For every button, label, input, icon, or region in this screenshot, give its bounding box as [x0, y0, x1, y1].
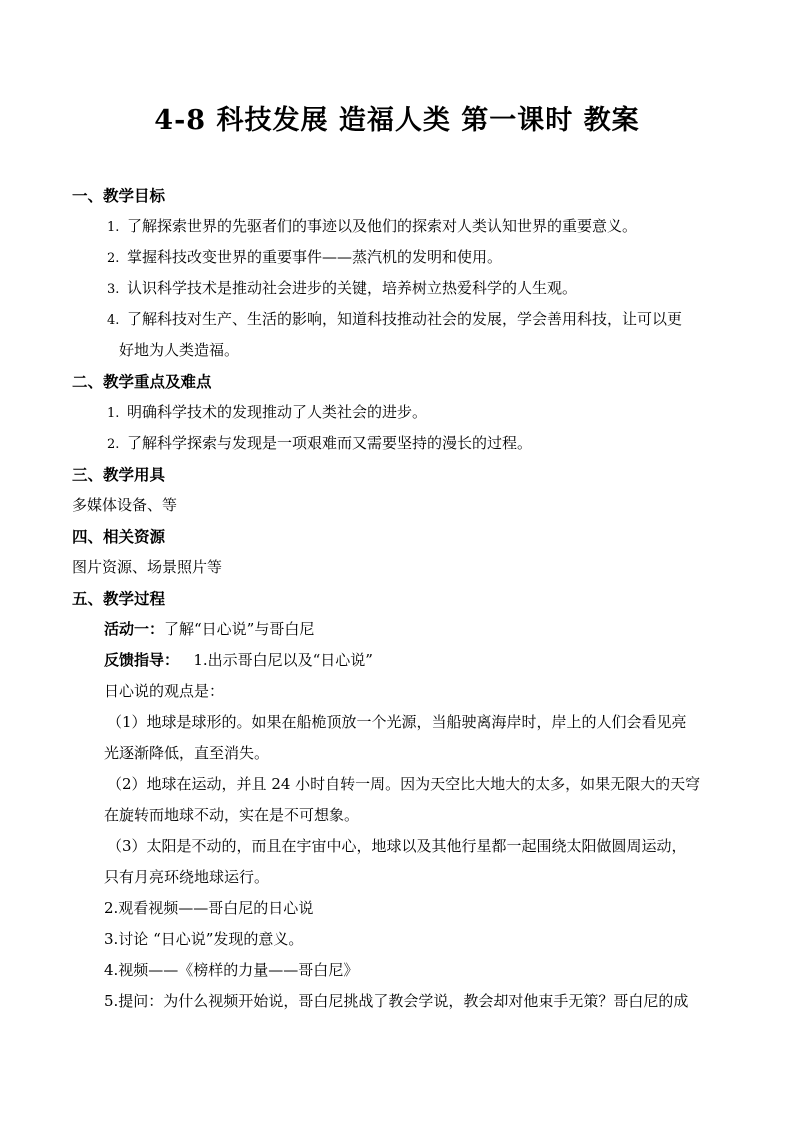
viewpoint-continuation: 光逐渐降低，直至消失。 [104, 744, 270, 762]
list-item-number: 3. [107, 282, 120, 297]
feedback-line [72, 645, 724, 676]
list-item [72, 273, 724, 304]
document-title: 4-8 科技发展 造福人类 第一课时 教案 [154, 105, 640, 136]
viewpoint-line: （1）地球是球形的。如果在船桅顶放一个光源，当船驶离海岸时，岸上的人们会看见亮 [107, 713, 687, 731]
list-item-number: 2. [107, 251, 120, 266]
list-item-text: 认识科学技术是推动社会进步的关键，培养树立热爱科学的人生观。 [127, 279, 578, 297]
list-item-number: 1. [107, 406, 120, 421]
section-heading-teaching-tools: 三、教学用具 [72, 465, 166, 484]
list-item-number: 1. [107, 220, 120, 235]
section-heading-objectives: 一、教学目标 [72, 186, 166, 205]
process-step: 5.提问：为什么视频开始说，哥白尼挑战了教会学说，教会却对他束手无策？哥白尼的成 [104, 992, 689, 1010]
document-body [72, 180, 724, 1017]
list-item-text: 了解科技对生产、生活的影响，知道科技推动社会的发展，学会善用科技，让可以更 [127, 310, 683, 328]
list-item-text: 掌握科技改变世界的重要事件——蒸汽机的发明和使用。 [127, 248, 503, 266]
viewpoint-continuation: 在旋转而地球不动，实在是不可想象。 [104, 806, 360, 824]
section-heading-process: 五、教学过程 [72, 589, 166, 608]
list-item-number: 4. [107, 313, 120, 328]
list-item [72, 304, 724, 335]
viewpoint-continuation: 只有月亮环绕地球运行。 [104, 868, 270, 886]
process-step: 4.视频——《榜样的力量——哥白尼》 [104, 961, 359, 979]
feedback-label: 反馈指导： [104, 651, 180, 669]
list-item-number: 2. [107, 437, 120, 452]
list-item [72, 211, 724, 242]
teaching-tools-text: 多媒体设备、等 [72, 496, 178, 514]
list-item-continuation: 好地为人类造福。 [119, 341, 240, 359]
list-item [72, 428, 724, 459]
process-step: 3.讨论 “日心说”发现的意义。 [104, 930, 304, 948]
process-step: 2.观看视频——哥白尼的日心说 [104, 899, 314, 917]
activity-text: 了解“日心说”与哥白尼 [164, 620, 315, 638]
list-item [72, 397, 724, 428]
list-item-text: 了解科学探索与发现是一项艰难而又需要坚持的漫长的过程。 [127, 434, 533, 452]
viewpoint-line: （3）太阳是不动的，而且在宇宙中心，地球以及其他行星都一起围绕太阳做圆周运动， [107, 837, 687, 855]
section-heading-key-points: 二、教学重点及难点 [72, 372, 212, 391]
resources-text: 图片资源、场景照片等 [72, 558, 223, 576]
viewpoint-line: （2）地球在运动，并且 24 小时自转一周。因为天空比大地大的太多，如果无限大的天穹 [107, 775, 701, 793]
activity-label: 活动一： [104, 620, 165, 638]
feedback-text: 1.出示哥白尼以及“日心说” [193, 651, 373, 669]
list-item [72, 242, 724, 273]
activity-line [72, 614, 724, 645]
list-item-text: 了解探索世界的先驱者们的事迹以及他们的探索对人类认知世界的重要意义。 [127, 217, 638, 235]
viewpoint-intro: 日心说的观点是： [104, 682, 225, 700]
list-item-text: 明确科学技术的发现推动了人类社会的进步。 [127, 403, 428, 421]
section-heading-resources: 四、相关资源 [72, 527, 166, 546]
